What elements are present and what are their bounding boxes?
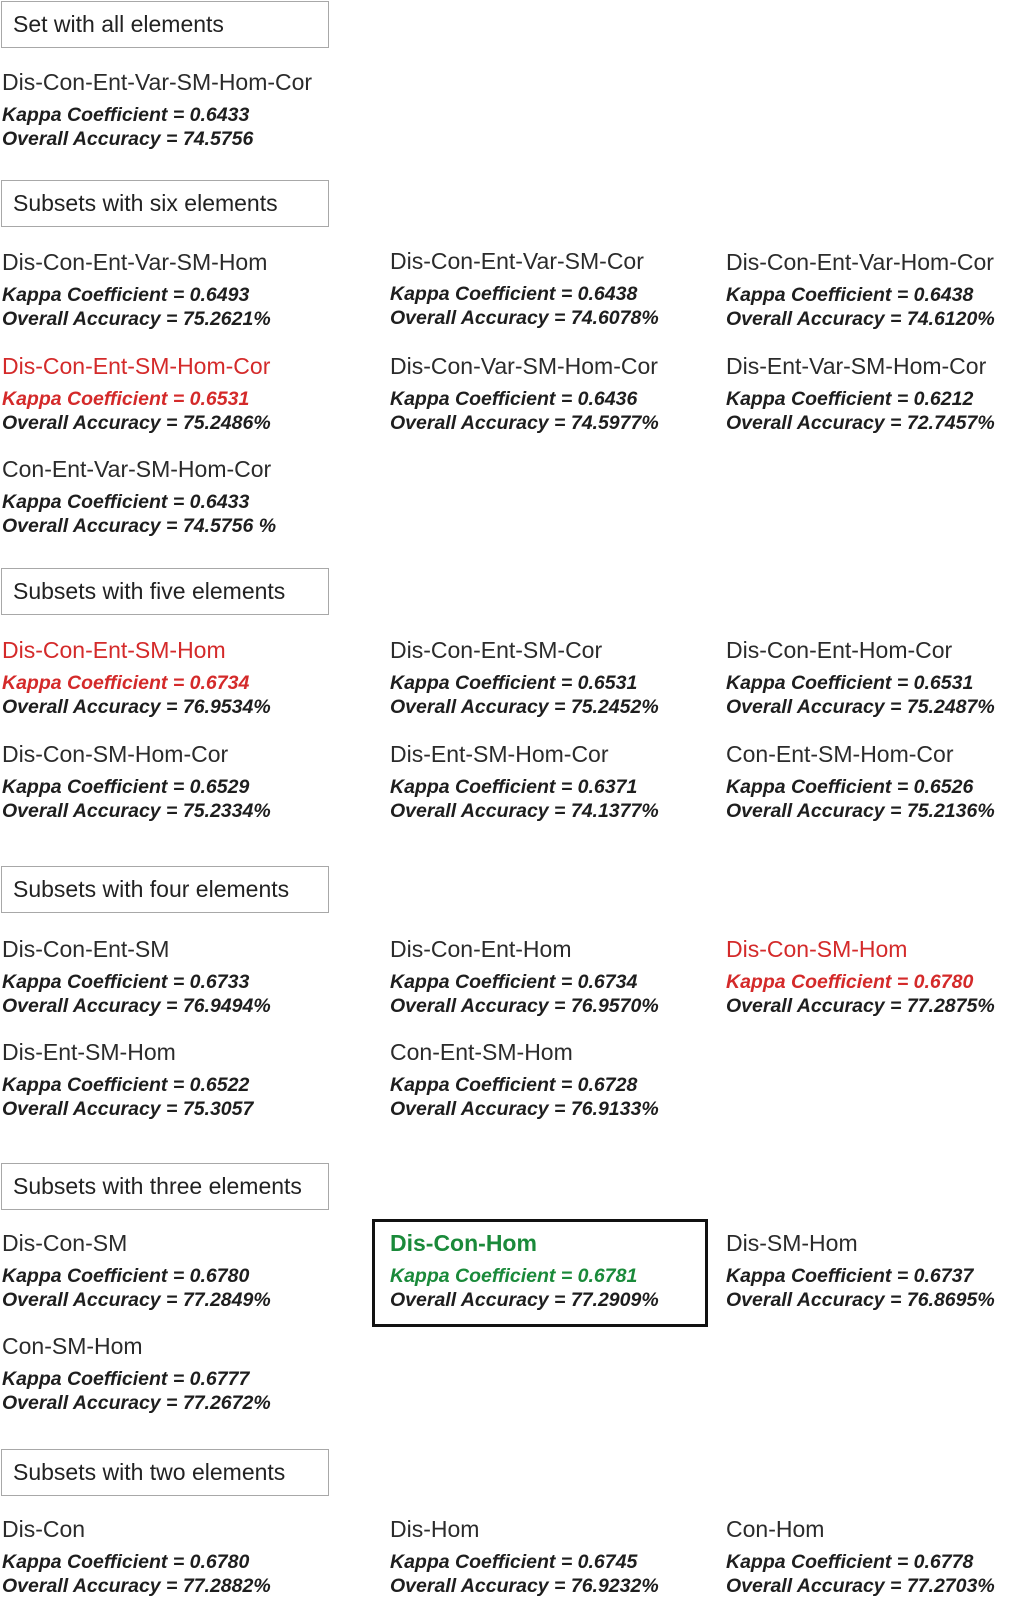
- kappa-coefficient: Kappa Coefficient = 0.6438: [390, 283, 638, 305]
- kappa-coefficient: Kappa Coefficient = 0.6371: [390, 776, 638, 798]
- overall-accuracy: Overall Accuracy = 74.1377%: [390, 800, 659, 822]
- section-header-all: Set with all elements: [1, 1, 329, 48]
- subset-name: Con-Ent-SM-Hom-Cor: [726, 741, 954, 767]
- subset-entry: [2, 935, 332, 1018]
- subset-entry-best-five: [2, 636, 332, 719]
- section-header-five: Subsets with five elements: [1, 568, 329, 615]
- overall-accuracy: Overall Accuracy = 75.2452%: [390, 696, 659, 718]
- subset-name: Dis-Con: [2, 1516, 86, 1542]
- subset-entry: [2, 1229, 332, 1312]
- subset-name: Dis-Con-Ent-Var-SM-Hom: [2, 249, 268, 275]
- overall-accuracy: Overall Accuracy = 74.5756 %: [2, 515, 277, 537]
- subset-entry: [2, 455, 332, 538]
- kappa-coefficient: Kappa Coefficient = 0.6493: [2, 284, 250, 306]
- kappa-coefficient: Kappa Coefficient = 0.6531: [390, 672, 638, 694]
- subset-name: Dis-Con-Var-SM-Hom-Cor: [390, 353, 658, 379]
- kappa-coefficient: Kappa Coefficient = 0.6212: [726, 388, 974, 410]
- subset-name: Dis-Con-Ent-Var-Hom-Cor: [726, 249, 994, 275]
- overall-accuracy: Overall Accuracy = 77.2849%: [2, 1289, 271, 1311]
- subset-name: Dis-Con-Ent-SM-Hom-Cor: [2, 353, 271, 379]
- overall-accuracy: Overall Accuracy = 75.2621%: [2, 308, 271, 330]
- subset-name: Dis-SM-Hom: [726, 1230, 858, 1256]
- subset-entry: [2, 1038, 332, 1121]
- subset-entry: [726, 740, 1024, 823]
- section-header-six: Subsets with six elements: [1, 180, 329, 227]
- overall-accuracy: Overall Accuracy = 76.8695%: [726, 1289, 995, 1311]
- kappa-coefficient: Kappa Coefficient = 0.6745: [390, 1551, 638, 1573]
- subset-entry-overall-best: [390, 1229, 720, 1312]
- overall-accuracy: Overall Accuracy = 75.3057: [2, 1098, 254, 1120]
- kappa-coefficient: Kappa Coefficient = 0.6737: [726, 1265, 974, 1287]
- kappa-coefficient: Kappa Coefficient = 0.6734: [390, 971, 638, 993]
- subset-entry: [390, 1038, 720, 1121]
- subset-entry: [390, 636, 720, 719]
- subset-name: Dis-Con-Ent-SM: [2, 936, 170, 962]
- subset-entry: [726, 636, 1024, 719]
- kappa-coefficient: Kappa Coefficient = 0.6728: [390, 1074, 638, 1096]
- subset-entry: [726, 1515, 1024, 1598]
- kappa-coefficient: Kappa Coefficient = 0.6433: [2, 491, 250, 513]
- kappa-coefficient: Kappa Coefficient = 0.6526: [726, 776, 974, 798]
- kappa-coefficient: Kappa Coefficient = 0.6780: [2, 1265, 250, 1287]
- subset-entry: [390, 1515, 720, 1598]
- overall-accuracy: Overall Accuracy = 77.2882%: [2, 1575, 271, 1597]
- overall-accuracy: Overall Accuracy = 77.2875%: [726, 995, 995, 1017]
- section-header-four: Subsets with four elements: [1, 866, 329, 913]
- subset-name: Dis-Con-SM: [2, 1230, 128, 1256]
- overall-accuracy: Overall Accuracy = 74.5977%: [390, 412, 659, 434]
- subset-name: Dis-Ent-SM-Hom: [2, 1039, 176, 1065]
- subset-name: Dis-Con-Ent-Hom: [390, 936, 572, 962]
- subset-name: Dis-Con-Ent-SM-Hom: [2, 637, 226, 663]
- overall-accuracy: Overall Accuracy = 76.9494%: [2, 995, 271, 1017]
- subset-entry-best-six: [2, 352, 332, 435]
- overall-accuracy: Overall Accuracy = 72.7457%: [726, 412, 995, 434]
- subset-entry: [390, 247, 720, 330]
- kappa-coefficient: Kappa Coefficient = 0.6433: [2, 104, 250, 126]
- subset-entry: [2, 740, 332, 823]
- overall-accuracy: Overall Accuracy = 75.2136%: [726, 800, 995, 822]
- subset-entry: [2, 1332, 332, 1415]
- overall-accuracy: Overall Accuracy = 77.2672%: [2, 1392, 271, 1414]
- kappa-coefficient: Kappa Coefficient = 0.6778: [726, 1551, 974, 1573]
- kappa-coefficient: Kappa Coefficient = 0.6531: [2, 388, 250, 410]
- subset-entry: [726, 352, 1024, 435]
- overall-accuracy: Overall Accuracy = 77.2703%: [726, 1575, 995, 1597]
- subset-name: Dis-Con-Ent-Var-SM-Hom-Cor: [2, 69, 313, 95]
- subset-entry: [2, 1515, 332, 1598]
- kappa-coefficient: Kappa Coefficient = 0.6734: [2, 672, 250, 694]
- subset-entry: [390, 740, 720, 823]
- kappa-coefficient: Kappa Coefficient = 0.6780: [726, 971, 974, 993]
- subset-name: Dis-Ent-Var-SM-Hom-Cor: [726, 353, 987, 379]
- overall-accuracy: Overall Accuracy = 76.9232%: [390, 1575, 659, 1597]
- subset-name: Dis-Con-SM-Hom: [726, 936, 908, 962]
- subset-name: Con-Hom: [726, 1516, 825, 1542]
- overall-accuracy: Overall Accuracy = 76.9534%: [2, 696, 271, 718]
- subset-name: Dis-Ent-SM-Hom-Cor: [390, 741, 609, 767]
- overall-accuracy: Overall Accuracy = 76.9133%: [390, 1098, 659, 1120]
- subset-entry: [390, 935, 720, 1018]
- kappa-coefficient: Kappa Coefficient = 0.6529: [2, 776, 250, 798]
- overall-accuracy: Overall Accuracy = 76.9570%: [390, 995, 659, 1017]
- subset-name: Con-Ent-SM-Hom: [390, 1039, 573, 1065]
- kappa-coefficient: Kappa Coefficient = 0.6777: [2, 1368, 250, 1390]
- subset-entry: [726, 248, 1024, 331]
- overall-accuracy: Overall Accuracy = 77.2909%: [390, 1289, 659, 1311]
- subset-entry-best-four: [726, 935, 1024, 1018]
- subset-name: Dis-Hom: [390, 1516, 480, 1542]
- overall-accuracy: Overall Accuracy = 75.2334%: [2, 800, 271, 822]
- kappa-coefficient: Kappa Coefficient = 0.6522: [2, 1074, 250, 1096]
- subset-name: Dis-Con-Ent-Var-SM-Cor: [390, 248, 644, 274]
- overall-accuracy: Overall Accuracy = 74.6120%: [726, 308, 995, 330]
- overall-accuracy: Overall Accuracy = 74.5756: [2, 128, 254, 150]
- overall-accuracy: Overall Accuracy = 75.2487%: [726, 696, 995, 718]
- kappa-coefficient: Kappa Coefficient = 0.6436: [390, 388, 638, 410]
- kappa-coefficient: Kappa Coefficient = 0.6781: [390, 1265, 638, 1287]
- section-header-two: Subsets with two elements: [1, 1449, 329, 1496]
- kappa-coefficient: Kappa Coefficient = 0.6780: [2, 1551, 250, 1573]
- overall-accuracy: Overall Accuracy = 75.2486%: [2, 412, 271, 434]
- subset-name: Con-Ent-Var-SM-Hom-Cor: [2, 456, 272, 482]
- section-header-three: Subsets with three elements: [1, 1163, 329, 1210]
- subset-entry: [726, 1229, 1024, 1312]
- subset-name: Dis-Con-SM-Hom-Cor: [2, 741, 229, 767]
- subset-name: Dis-Con-Ent-Hom-Cor: [726, 637, 953, 663]
- kappa-coefficient: Kappa Coefficient = 0.6733: [2, 971, 250, 993]
- subset-name: Dis-Con-Hom: [390, 1230, 537, 1256]
- subset-entry: [2, 248, 332, 331]
- overall-accuracy: Overall Accuracy = 74.6078%: [390, 307, 659, 329]
- kappa-coefficient: Kappa Coefficient = 0.6531: [726, 672, 974, 694]
- subset-entry: [390, 352, 720, 435]
- subset-entry: [2, 68, 332, 151]
- kappa-coefficient: Kappa Coefficient = 0.6438: [726, 284, 974, 306]
- subset-name: Dis-Con-Ent-SM-Cor: [390, 637, 603, 663]
- subset-name: Con-SM-Hom: [2, 1333, 143, 1359]
